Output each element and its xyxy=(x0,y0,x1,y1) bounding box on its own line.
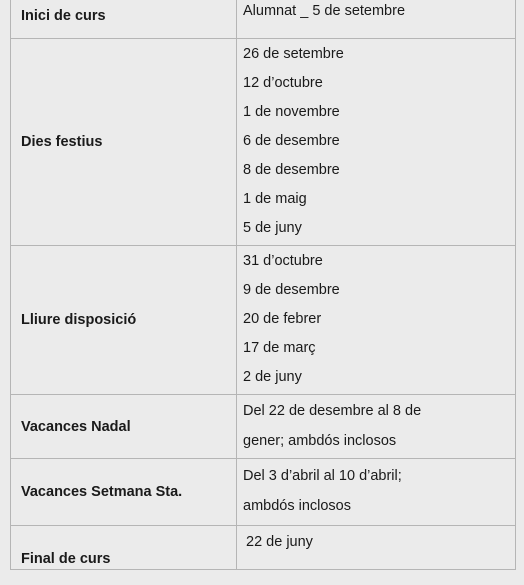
value-line: gener; ambdós inclosos xyxy=(243,433,397,449)
value-line: 31 d’octubre xyxy=(243,253,323,269)
row-value xyxy=(237,395,516,459)
row-label: Inici de curs xyxy=(11,0,237,39)
value-line: Alumnat _ 5 de setembre xyxy=(243,3,406,19)
table-row-inici-de-curs xyxy=(11,0,516,39)
table-row-vacances-nadal xyxy=(11,395,516,459)
row-label: Vacances Nadal xyxy=(11,395,237,459)
value-line: 20 de febrer xyxy=(243,311,322,327)
table-row-lliure-disposicio xyxy=(11,246,516,395)
value-line: 12 d’octubre xyxy=(243,75,323,91)
value-line: Del 22 de desembre al 8 de xyxy=(243,403,422,419)
value-line: 5 de juny xyxy=(243,220,302,236)
value-line: 17 de març xyxy=(243,340,316,356)
row-value xyxy=(237,39,516,246)
row-label: Vacances Setmana Sta. xyxy=(11,459,237,526)
row-label: Dies festius xyxy=(11,39,237,246)
value-line: 6 de desembre xyxy=(243,133,340,149)
row-value xyxy=(237,526,516,570)
row-value xyxy=(237,246,516,395)
row-label: Lliure disposició xyxy=(11,246,237,395)
value-line: Del 3 d’abril al 10 d’abril; xyxy=(243,468,402,484)
table-row-dies-festius xyxy=(11,39,516,246)
value-line: ambdós inclosos xyxy=(243,498,351,514)
value-line: 22 de juny xyxy=(246,534,313,550)
value-line: 8 de desembre xyxy=(243,162,340,178)
row-value xyxy=(237,0,516,39)
school-calendar-table xyxy=(10,0,516,570)
value-line: 1 de maig xyxy=(243,191,307,207)
value-line: 2 de juny xyxy=(243,369,302,385)
value-line: 26 de setembre xyxy=(243,46,344,62)
table-row-final-de-curs xyxy=(11,526,516,570)
row-label: Final de curs xyxy=(11,526,237,570)
value-line: 9 de desembre xyxy=(243,282,340,298)
value-line: 1 de novembre xyxy=(243,104,340,120)
row-value xyxy=(237,459,516,526)
table-row-vacances-setmana-santa xyxy=(11,459,516,526)
